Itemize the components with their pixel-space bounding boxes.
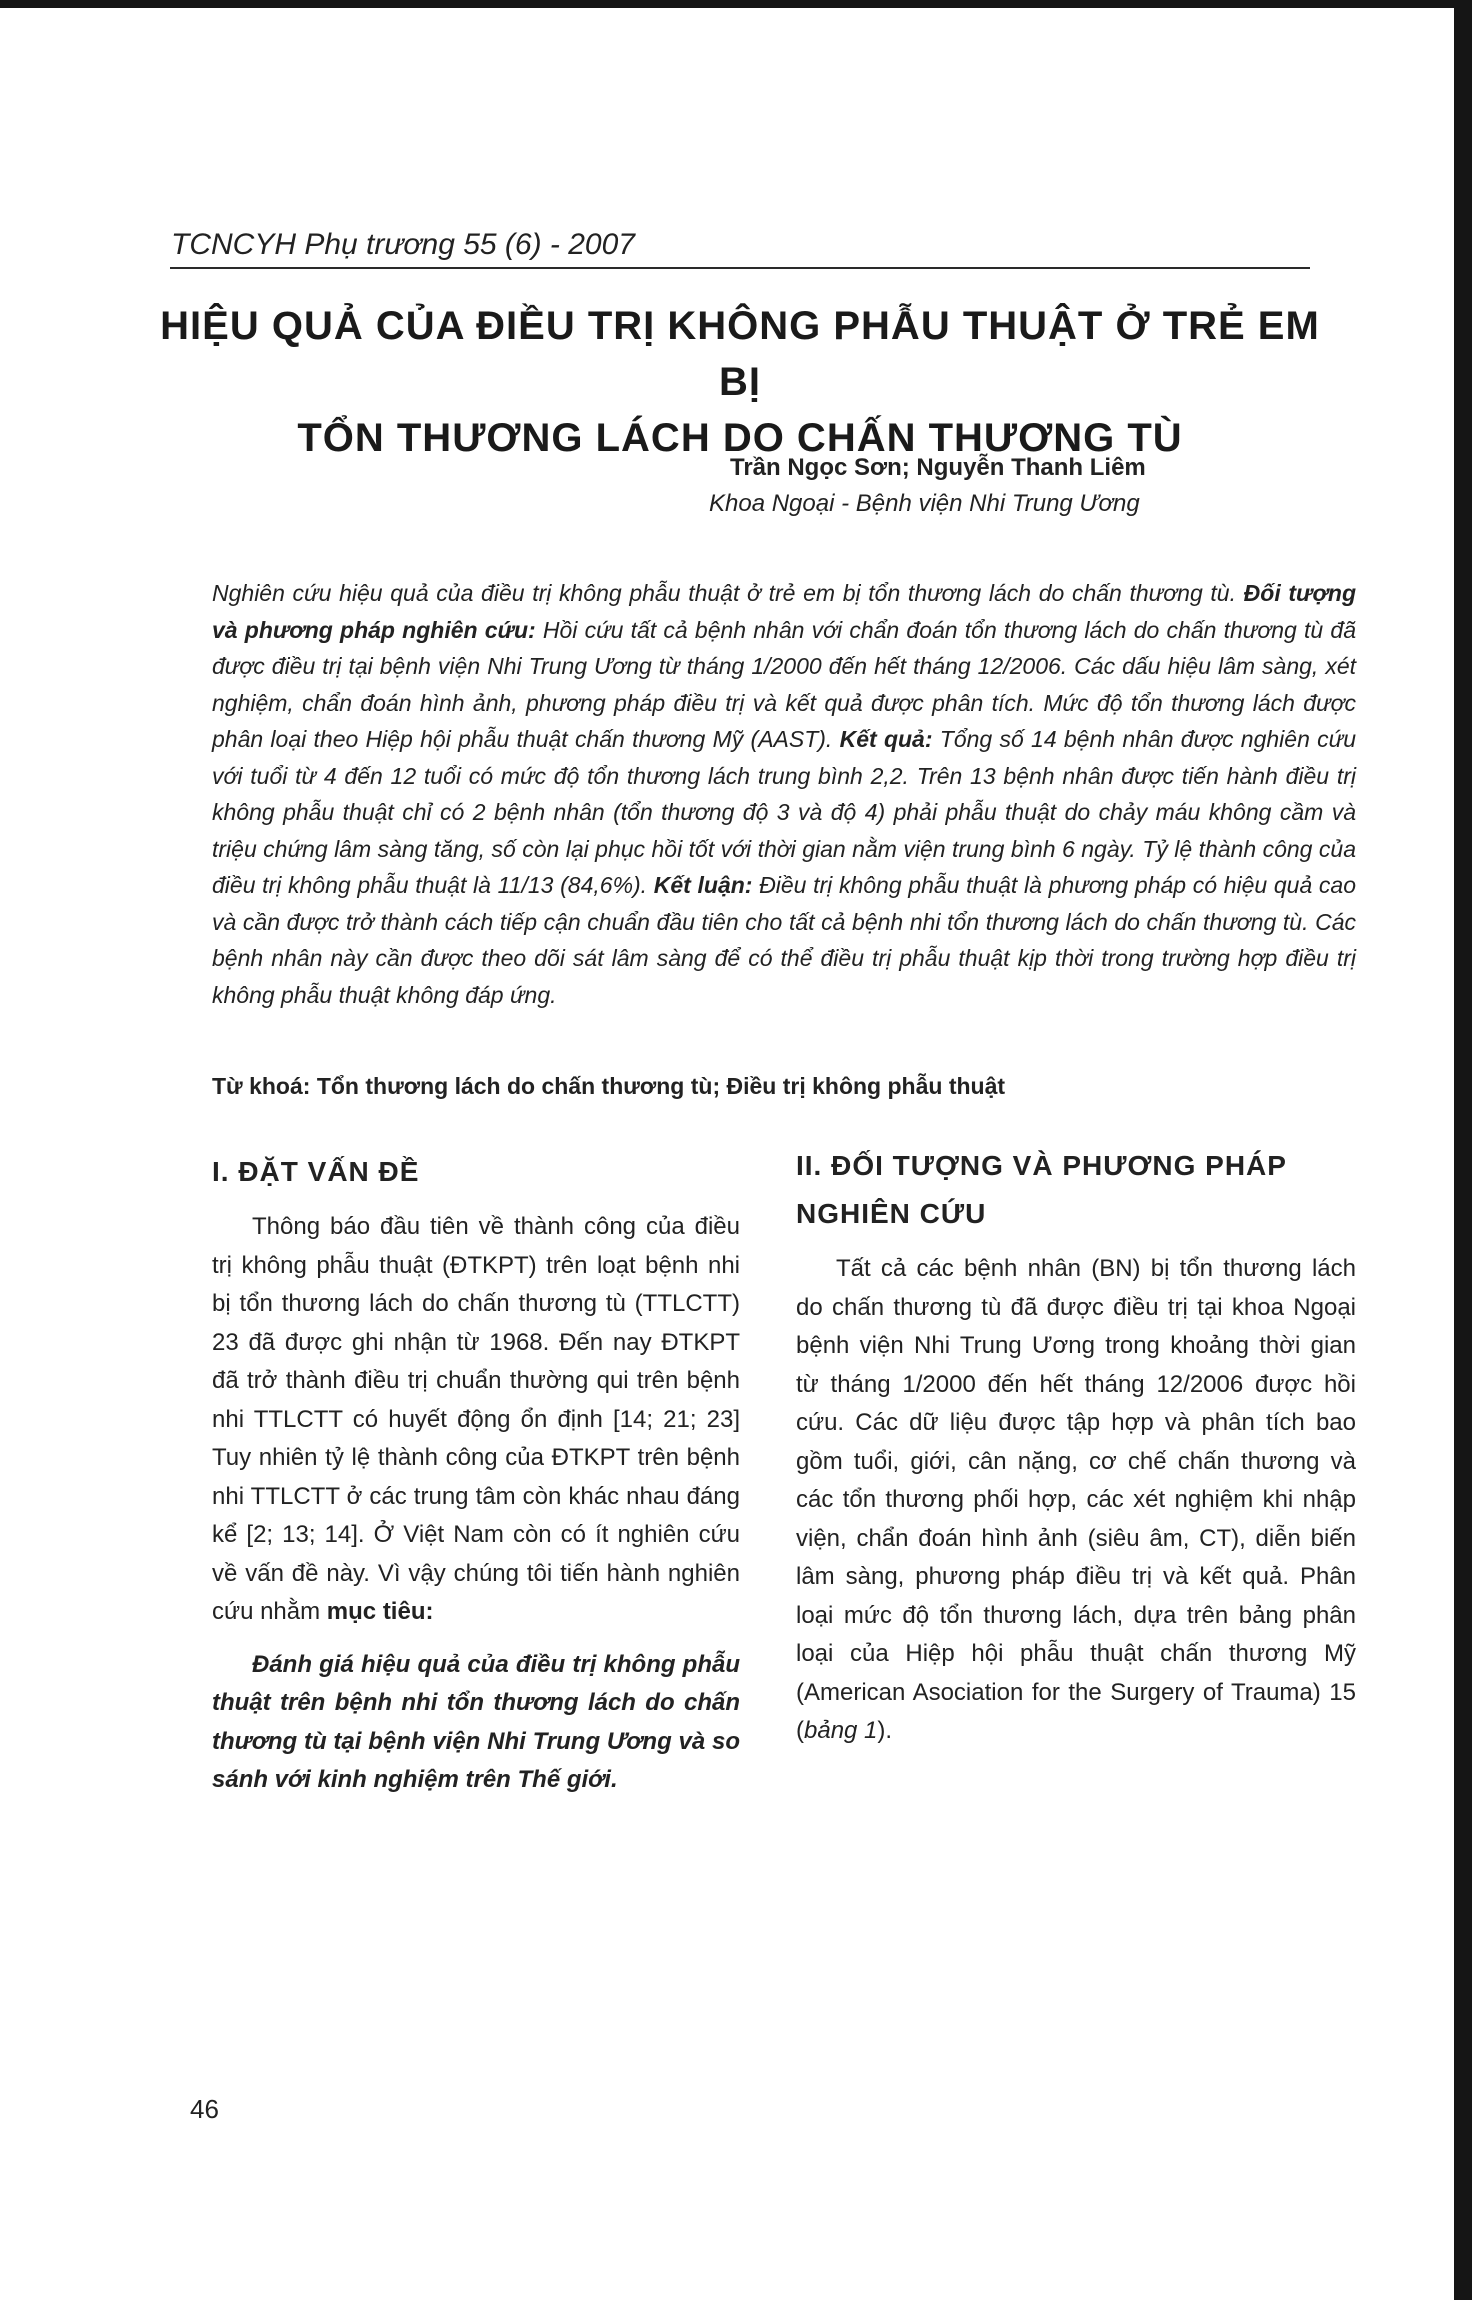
section-2-text: Tất cả các bệnh nhân (BN) bị tổn thương lách do chấn thương tù đã được điều trị tại khoa Ngoại bệnh viện Nhi Trung Ương trong khoảng thời gian từ tháng 1/2000 đến hết tháng 12/2006 được hồi cứu. Các dữ liệu được tập hợp và phân tích bao gồm tuổi, giới, cân nặng, cơ chế chấn thương và các tổn thương phối hợp, các xét nghiệm khi nhập viện, chẩn đoán hình ảnh (siêu âm, CT), diễn biến lâm sàng, phương pháp điều trị và kết quả. Phân loại mức độ tổn thương lách, dựa trên bảng phân loại của Hiệp hội phẫu thuật chấn thương Mỹ (American Asociation for the Surgery of Trauma) 15 ( [796, 1255, 1356, 1744]
journal-header: TCNCYH Phụ trương 55 (6) - 2007 [171, 228, 635, 261]
section-2-paragraph [796, 1250, 1356, 1751]
abstract-methods-label: Đối tượng và phương pháp nghiên cứu: [212, 580, 1356, 643]
abstract-conclusion-label: Kết luận: [653, 872, 753, 898]
left-column [212, 1148, 740, 1814]
affiliation: Khoa Ngoại - Bệnh viện Nhi Trung Ương [709, 490, 1140, 517]
section-1-paragraph [212, 1208, 740, 1632]
scan-border-right [1454, 0, 1472, 2300]
page-number: 46 [190, 2094, 219, 2124]
abstract-results-text: Tổng số 14 bệnh nhân được nghiên cứu với tuổi từ 4 đến 12 tuổi có mức độ tổn thương lách trung bình 2,2. Trên 13 bệnh nhân được tiến hành điều trị không phẫu thuật chỉ có 2 bệnh nhân (tổn thương độ 3 và độ 4) phải phẫu thuật do chảy máu không cầm và triệu chứng lâm sàng tăng, số còn lại phục hồi tốt với thời gian nằm viện trung bình 6 ngày. Tỷ lệ thành công của điều trị không phẫu thuật là 11/13 (84,6%). [212, 726, 1357, 898]
table-reference: bảng 1 [804, 1717, 878, 1744]
abstract [212, 575, 1356, 1013]
abstract-intro: Nghiên cứu hiệu quả của điều trị không phẫu thuật ở trẻ em bị tổn thương lách do chấn thương tù. [212, 580, 1236, 606]
title-line-1: HIỆU QUẢ CỦA ĐIỀU TRỊ KHÔNG PHẪU THUẬT Ở TRẺ EM BỊ [160, 304, 1320, 404]
scan-border-top [0, 0, 1472, 8]
header-rule [170, 267, 1310, 269]
title-line-2: TỔN THƯƠNG LÁCH DO CHẤN THƯƠNG TÙ [297, 416, 1183, 460]
section-1-text: Thông báo đầu tiên về thành công của điều trị không phẫu thuật (ĐTKPT) trên loạt bệnh nhi bị tổn thương lách do chấn thương tù (TTLCTT) 23 đã được ghi nhận từ 1968. Đến nay ĐTKPT đã trở thành điều trị chuẩn thường qui trên bệnh nhi TTLCTT có huyết động ổn định [14; 21; 23] Tuy nhiên tỷ lệ thành công của ĐTKPT trên bệnh nhi TTLCTT ở các trung tâm còn khác nhau đáng kể [2; 13; 14]. Ở Việt Nam còn có ít nghiên cứu về vấn đề này. Vì vậy chúng tôi tiến hành nghiên cứu nhằm [212, 1213, 740, 1625]
right-column [796, 1142, 1356, 1765]
section-1-heading: I. ĐẶT VẤN ĐỀ [212, 1156, 420, 1187]
abstract-conclusion-text: Điều trị không phẫu thuật là phương pháp có hiệu quả cao và cần được trở thành cách tiếp cận chuẩn đầu tiên cho tất cả bệnh nhi tổn thương lách do chấn thương tù. Các bệnh nhân này cần được theo dõi sát lâm sàng để có thể điều trị phẫu thuật kịp thời trong trường hợp điều trị không phẫu thuật không đáp ứng. [212, 872, 1357, 1008]
authors: Trần Ngọc Sơn; Nguyễn Thanh Liêm [730, 454, 1146, 481]
article-title [160, 298, 1320, 466]
keywords: Từ khoá: Tổn thương lách do chấn thương tù; Điều trị không phẫu thuật [212, 1073, 1006, 1099]
section-2-heading: II. ĐỐI TƯỢNG VÀ PHƯƠNG PHÁP NGHIÊN CỨU [796, 1150, 1287, 1229]
section-2-text-end: ). [877, 1717, 893, 1744]
abstract-methods-text: Hồi cứu tất cả bệnh nhân với chẩn đoán tổn thương lách do chấn thương tù đã được điều trị tại bệnh viện Nhi Trung Ương từ tháng 1/2000 đến hết tháng 12/2006. Các dấu hiệu lâm sàng, xét nghiệm, chẩn đoán hình ảnh, phương pháp điều trị và kết quả được phân tích. Mức độ tổn thương lách được phân loại theo Hiệp hội phẫu thuật chấn thương Mỹ (AAST). [212, 616, 1357, 752]
abstract-results-label: Kết quả: [839, 726, 933, 752]
section-1-objective: Đánh giá hiệu quả của điều trị không phẫu thuật trên bệnh nhi tổn thương lách do chấn thương tù tại bệnh viện Nhi Trung Ương và so sánh với kinh nghiệm trên Thế giới. [212, 1650, 740, 1793]
section-1-emphasis: mục tiêu: [326, 1598, 434, 1625]
